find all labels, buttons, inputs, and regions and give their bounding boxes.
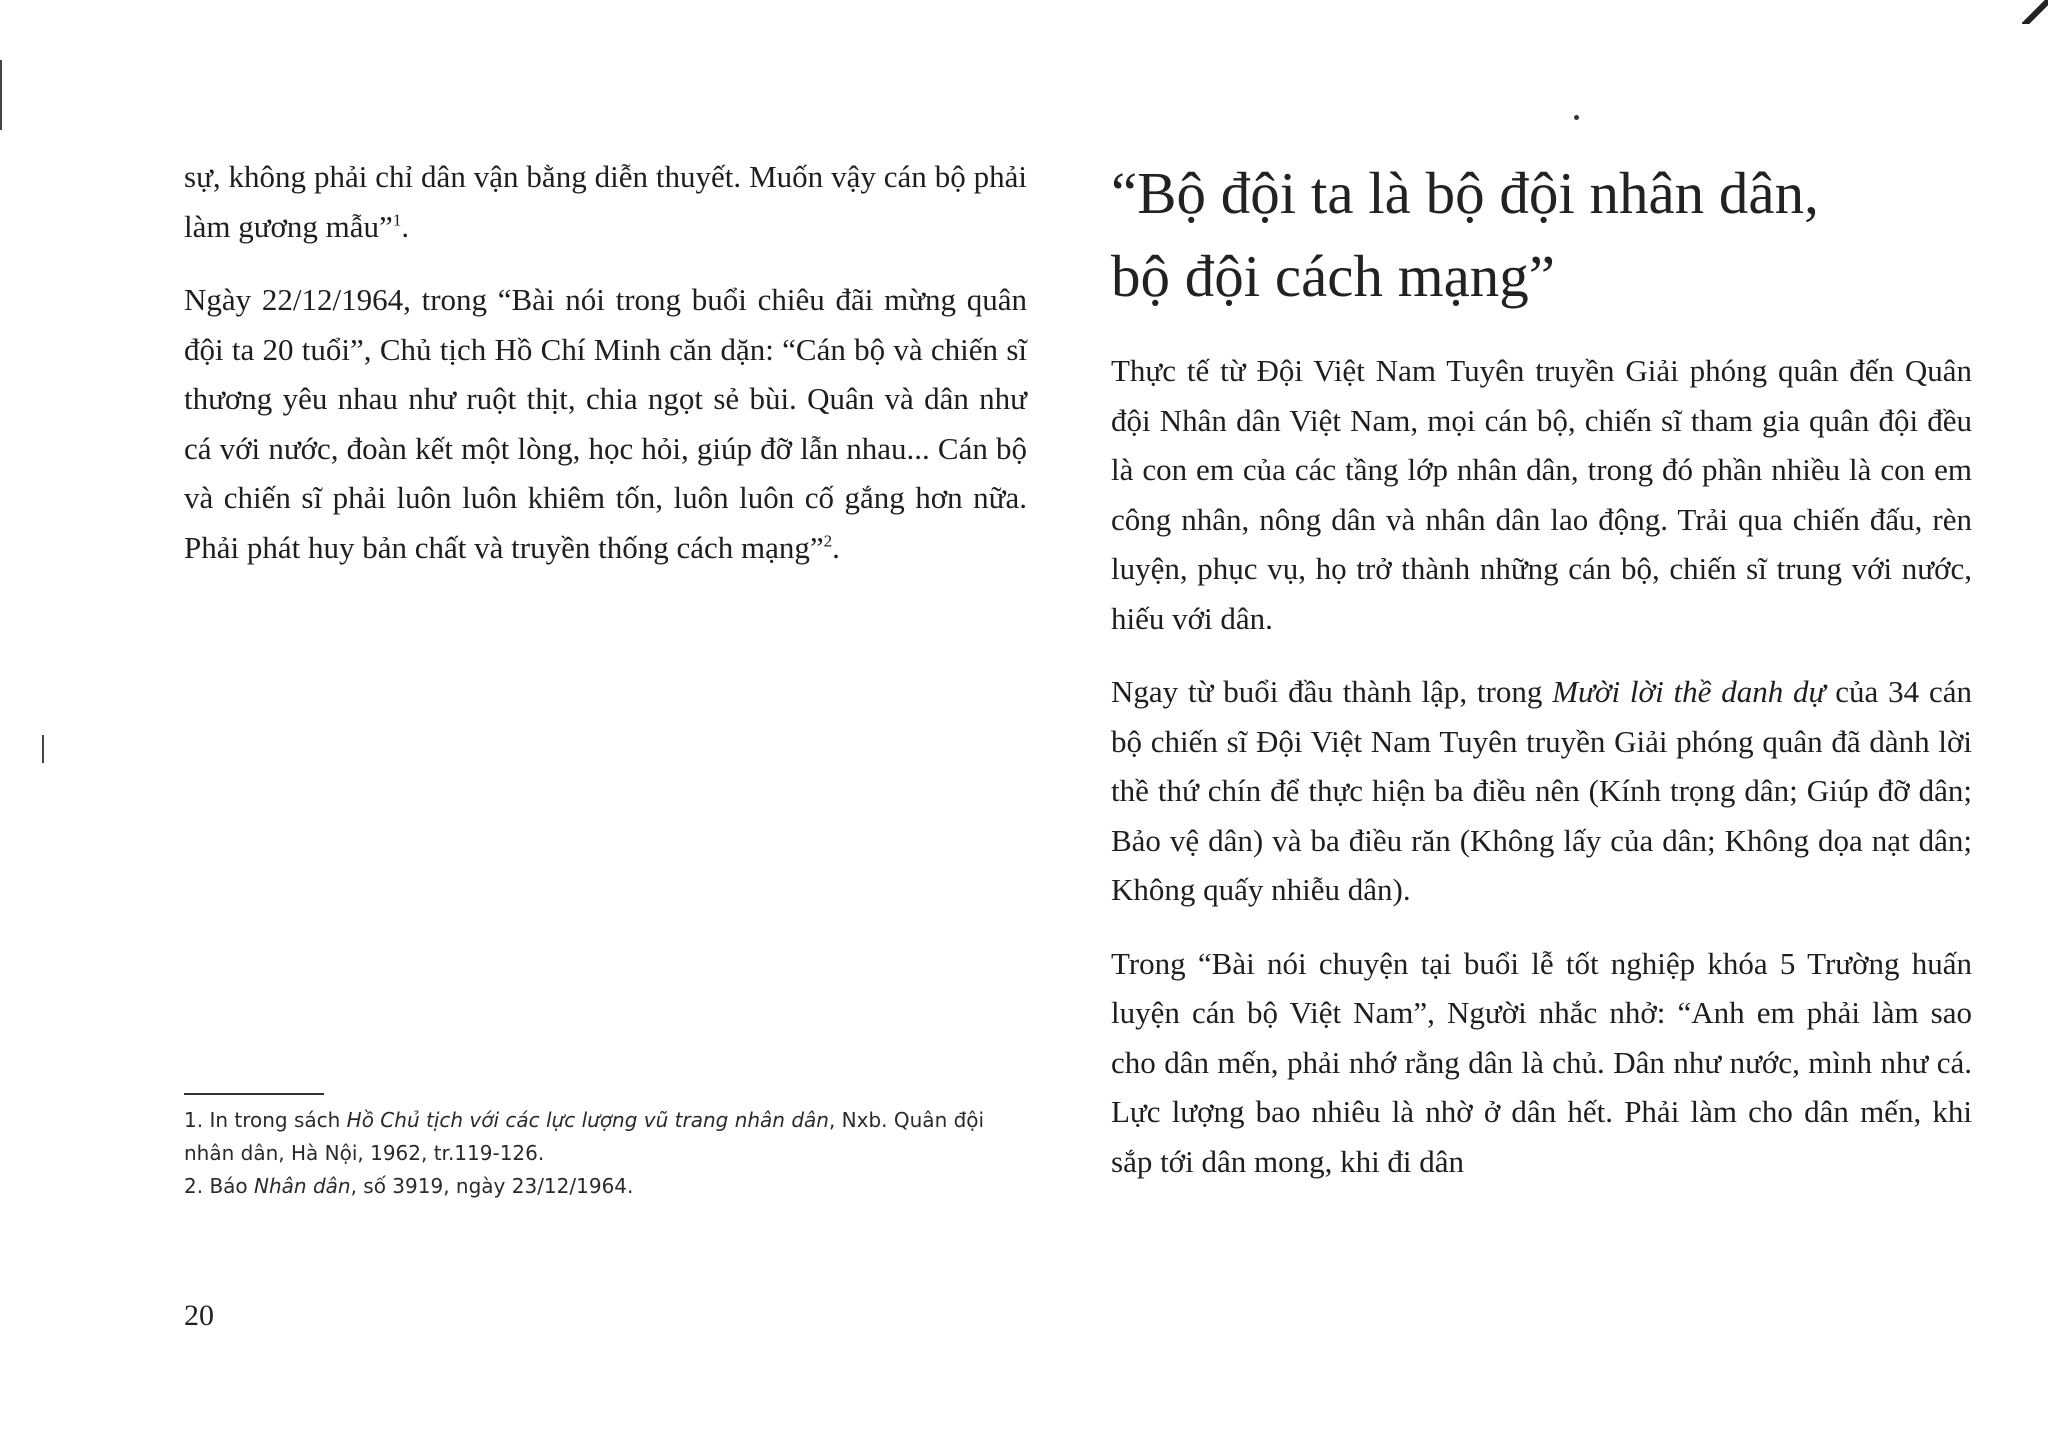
- italic-title: Mười lời thề danh dự: [1552, 674, 1826, 709]
- paragraph: Ngày 22/12/1964, trong “Bài nói trong buổi chiêu đãi mừng quân đội ta 20 tuổi”, Chủ tịch Hồ Chí Minh căn dặn: “Cán bộ và chiến sĩ thương yêu nhau như ruột thịt, chia ngọt sẻ bùi. Quân và dân như cá với nước, đoàn kết một lòng, học hỏi, giúp đỡ lẫn nhau... Cán bộ và chiến sĩ phải luôn luôn khiêm tốn, luôn luôn cố gắng hơn nữa. Phải phát huy bản chất và truyền thống cách mạng”$^2$.: [184, 282, 1027, 565]
- left-page-body: [184, 152, 1027, 596]
- section-heading: [1111, 152, 1972, 318]
- footnote: 2. Báo Nhân dân, số 3919, ngày 23/12/1964.: [184, 1174, 634, 1198]
- section-heading-line-1: “Bộ đội ta là bộ đội nhân dân,: [1111, 160, 1819, 226]
- footnote-marker: 1: [392, 210, 402, 230]
- scan-corner-mark: [2022, 0, 2048, 24]
- page-number: 20: [184, 1299, 214, 1332]
- section-heading-line-2: bộ đội cách mạng”: [1111, 243, 1555, 309]
- footnote: 1. In trong sách Hồ Chủ tịch với các lực lượng vũ trang nhân dân, Nxb. Quân đội nhân dân, Hà Nội, 1962, tr.119-126.: [184, 1108, 985, 1165]
- footnote-separator: [184, 1093, 324, 1095]
- italic-title: Nhân dân: [254, 1174, 351, 1198]
- right-page-body: [1111, 346, 1972, 1210]
- italic-title: Hồ Chủ tịch với các lực lượng vũ trang nhân dân: [346, 1108, 829, 1132]
- paragraph: Trong “Bài nói chuyện tại buổi lễ tốt nghiệp khóa 5 Trường huấn luyện cán bộ Việt Nam”, Người nhắc nhở: “Anh em phải làm sao cho dân mến, phải nhớ rằng dân là chủ. Dân như nước, mình như cá. Lực lượng bao nhiêu là nhờ ở dân hết. Phải làm cho dân mến, khi sắp tới dân mong, khi đi dân: [1111, 945, 1972, 1179]
- scan-edge-mark: [0, 60, 2, 130]
- paragraph: Thực tế từ Đội Việt Nam Tuyên truyền Giải phóng quân đến Quân đội Nhân dân Việt Nam, mọi cán bộ, chiến sĩ tham gia quân đội đều là con em của các tầng lớp nhân dân, trong đó phần nhiều là con em công nhân, nông dân và nhân dân lao động. Trải qua chiến đấu, rèn luyện, phục vụ, họ trở thành những cán bộ, chiến sĩ trung với nước, hiếu với dân.: [1111, 353, 1972, 636]
- footnotes: [184, 1104, 1034, 1203]
- paragraph: Ngay từ buổi đầu thành lập, trong Mười lời thề danh dự của 34 cán bộ chiến sĩ Đội Việt Nam Tuyên truyền Giải phóng quân đã dành lời thề thứ chín để thực hiện ba điều nên (Kính trọng dân; Giúp đỡ dân; Bảo vệ dân) và ba điều răn (Không lấy của dân; Không dọa nạt dân; Không quấy nhiễu dân).: [1111, 674, 1972, 907]
- footnote-marker: 2: [823, 531, 833, 551]
- paragraph: sự, không phải chỉ dân vận bằng diễn thuyết. Muốn vậy cán bộ phải làm gương mẫu”$^1$.: [184, 159, 1027, 244]
- scan-speck: [1574, 115, 1579, 120]
- scan-edge-mark: [42, 735, 44, 763]
